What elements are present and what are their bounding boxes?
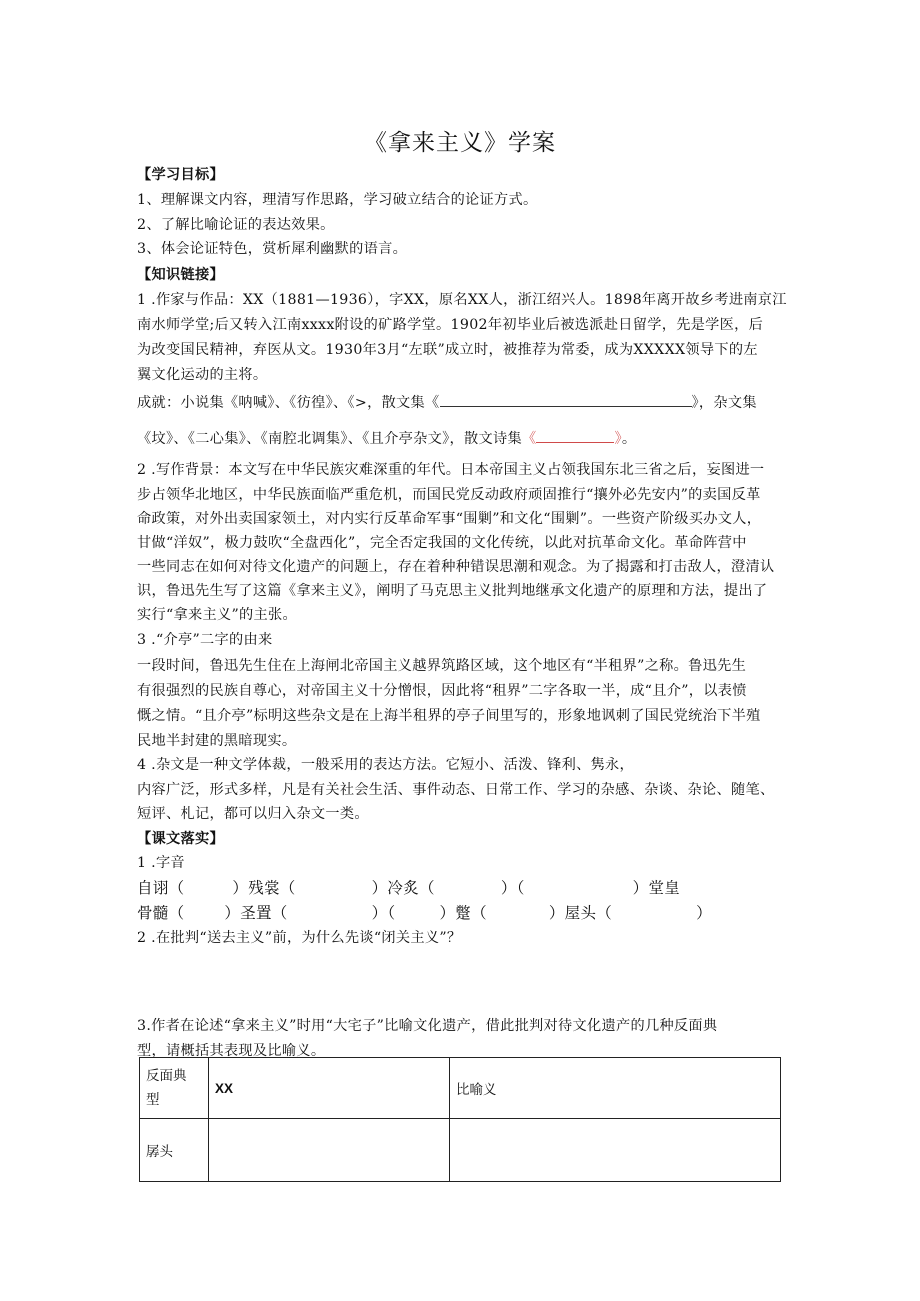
achievements-text-d: 《坟》、《二心集》、《南腔北调集》、《且介亭杂文》，散文诗集	[137, 431, 522, 447]
background-line-5: 一些同志在如何对待文化遗产的问题上，存在着种种错误思潮和观念。为了揭露和打击敌人，澄清认	[137, 559, 775, 575]
jieting-heading: 3 .“介亭”二字的由来	[137, 632, 273, 648]
pinyin-item: 骨髓（	[137, 904, 185, 922]
pinyin-item: ）蹩（	[439, 904, 487, 922]
background-line-6: 识，鲁迅先生写了这篇《拿来主义》，阐明了马克思主义批判地继承文化遗产的原理和方法，提出了	[137, 583, 768, 599]
table-header-meaning: 比喻义	[450, 1058, 781, 1119]
pinyin-item: 自诩（	[137, 879, 185, 897]
jieting-line-2: 有很强烈的民族自尊心，对帝国主义十分憎恨，因此将“租界”二字各取一半，成“且介”，以表愤	[137, 683, 747, 699]
background-line-2: 步占领华北地区，中华民族面临严重危机，而国民党反动政府顽固推行“攘外必先安内”的卖国反革	[137, 487, 761, 503]
achievements-end: 。	[621, 431, 637, 447]
page-title: 《拿来主义》学案	[364, 130, 556, 156]
jieting-line-3: 慨之情。“且介亭”标明这些杂文是在上海半租界的亭子间里写的，形象地讽刺了国民党统治下半殖	[137, 708, 761, 724]
question-3-line-1: 3.作者在论述“拿来主义”时用“大宅子”比喻文化遗产，借此批判对待文化遗产的几种反面典	[137, 1018, 718, 1034]
author-line-2: 南水师学堂;后又转入江南xxxx附设的矿路学堂。1902年初毕业后被选派赴日留学，先是学医，后	[137, 317, 764, 333]
zawen-line-1: 4 .杂文是一种文学体裁，一般采用的表达方法。它短小、活泼、锋利、隽永，	[137, 757, 635, 773]
answer-table	[139, 1057, 781, 1182]
pronunciation-heading: 1 .字音	[137, 855, 185, 871]
background-line-3: 命政策，对外出卖国家领土，对内实行反革命军事“围剿”和文化“围剿”。一些资产阶级买办文人，	[137, 511, 762, 527]
table-answer-cell[interactable]	[209, 1119, 450, 1182]
table-row-label: 孱头	[140, 1119, 209, 1182]
text-practice-heading: 【课文落实】	[137, 831, 224, 847]
jieting-line-1: 一段时间，鲁迅先生住在上海闸北帝国主义越界筑路区域，这个地区有“半租界”之称。鲁迅先生	[137, 658, 747, 674]
poem-bracket-open: 《	[521, 431, 537, 447]
table-header-behavior: XX	[209, 1058, 450, 1119]
objective-3: 3、体会论证特色，赏析犀利幽默的语言。	[137, 241, 408, 257]
pinyin-item: ）	[696, 904, 712, 922]
author-line-3: 为改变国民精神，弃医从文。1930年3月“左联”成立时，被推荐为常委，成为XXXXX领导下的左	[137, 342, 758, 358]
author-line-4: 翼文化运动的主将。	[137, 367, 268, 383]
poem-bracket-close: 》	[614, 431, 622, 447]
zawen-line-2: 内容广泛，形式多样，凡是有关社会生活、事件动态、日常工作、学习的杂感、杂谈、杂论、随笔、	[137, 782, 775, 798]
knowledge-heading: 【知识链接】	[137, 267, 224, 283]
achievements-text-a: 成就：小说集《呐喊》、《彷徨》、《>，散文集	[137, 395, 426, 411]
prose-poem-blank[interactable]	[536, 428, 614, 443]
pinyin-item: ）圣置（	[224, 904, 288, 922]
pinyin-row-1	[137, 876, 680, 898]
objective-2: 2、了解比喻论证的表达效果。	[137, 217, 335, 233]
table-answer-cell[interactable]	[450, 1119, 781, 1182]
prose-collection-blank[interactable]	[440, 392, 692, 407]
author-line-1: 1 .作家与作品：XX（1881—1936），字XX，原名XX人，浙江绍兴人。1898年离开故乡考进南京江	[137, 292, 787, 308]
achievements-text-c: 》，杂文集	[691, 395, 757, 411]
table-header-type-a: 反面典	[146, 1068, 187, 1084]
question-2: 2 .在批判“送去主义”前，为什么先谈“闭关主义”？	[137, 930, 462, 946]
achievements-line-2	[137, 428, 636, 448]
pinyin-row-2	[137, 901, 712, 923]
objective-1: 1、理解课文内容，理清写作思路，学习破立结合的论证方式。	[137, 192, 538, 208]
objectives-heading: 【学习目标】	[137, 167, 224, 183]
pinyin-item: ）冷炙（	[371, 879, 435, 897]
zawen-line-3: 短评、札记，都可以归入杂文一类。	[137, 806, 369, 822]
table-header-type-b: 型	[146, 1092, 160, 1108]
table-header-type	[140, 1058, 209, 1119]
achievements-line-1	[137, 392, 757, 412]
pinyin-item: ）（	[371, 904, 396, 922]
pinyin-item: ）堂皇	[632, 879, 681, 897]
background-line-1: 2 .写作背景：本文写在中华民族灾难深重的年代。日本帝国主义占领我国东北三省之后，妄图进一	[137, 462, 765, 478]
pinyin-item: ）（	[500, 879, 525, 897]
achievements-bracket-open: 《	[425, 395, 440, 411]
question-3-line-2: 型，请概括其表现及比喻义。	[137, 1043, 326, 1059]
background-line-4: 甘做“洋奴”，极力鼓吹“全盘西化”，完全否定我国的文化传统，以此对抗革命文化。革命阵营中	[137, 535, 747, 551]
jieting-line-4: 民地半封建的黑暗现实。	[137, 733, 297, 749]
pinyin-item: ）残裳（	[232, 879, 296, 897]
background-line-7: 实行“拿来主义”的主张。	[137, 607, 297, 623]
pinyin-item: ）屋头（	[548, 904, 613, 922]
